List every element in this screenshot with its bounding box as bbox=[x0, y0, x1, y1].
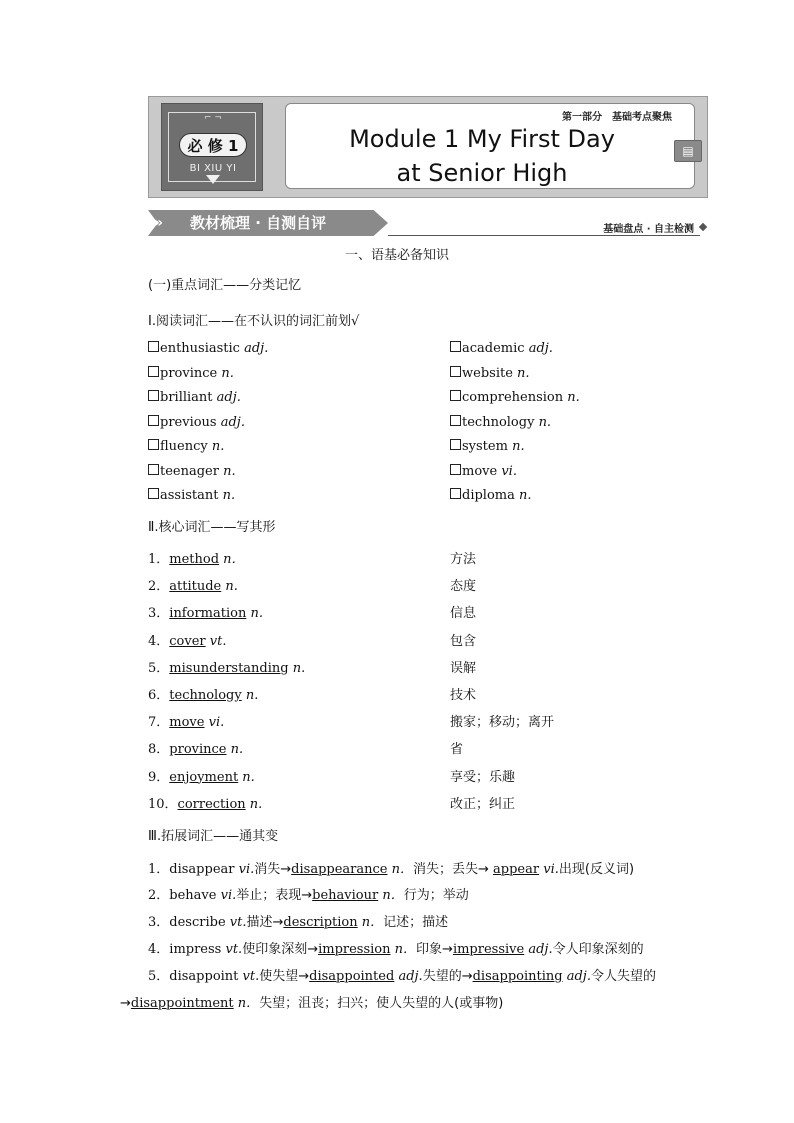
checkbox[interactable] bbox=[450, 341, 461, 352]
vocab-word: teenager bbox=[160, 463, 224, 479]
checkbox[interactable] bbox=[148, 366, 159, 377]
checkbox[interactable] bbox=[148, 390, 159, 401]
double-chevron-icon: » bbox=[154, 215, 164, 231]
derived-word-2: impressive bbox=[452, 942, 525, 957]
vocab-pos: n. bbox=[519, 488, 532, 503]
derived-word-2: disappointing bbox=[472, 969, 563, 984]
derivation-row bbox=[148, 858, 634, 877]
core-vocab-row bbox=[148, 711, 224, 730]
checkbox[interactable] bbox=[450, 415, 461, 426]
base-meaning: 举止；表现→ bbox=[236, 888, 313, 903]
item-number: 5． bbox=[148, 969, 170, 984]
vocab-word: assistant bbox=[160, 488, 223, 503]
answer-word: information bbox=[169, 606, 247, 622]
vocab-pos: n. bbox=[512, 439, 525, 454]
derived-meaning-2: 出现(反义词) bbox=[558, 862, 635, 877]
checkbox[interactable] bbox=[148, 464, 159, 475]
base-word: impress bbox=[169, 942, 226, 957]
section-strip bbox=[148, 208, 708, 238]
section-heading: 一、语基必备知识 bbox=[344, 248, 449, 263]
meaning: 包含 bbox=[450, 633, 477, 649]
checkbox[interactable] bbox=[148, 341, 159, 352]
vocab-pos: n. bbox=[223, 463, 236, 479]
derived-pos-2: adj. bbox=[562, 969, 591, 984]
section-label: 第一部分 基础考点聚焦 bbox=[562, 112, 672, 123]
arrow: → bbox=[120, 996, 131, 1011]
item-number: 1． bbox=[148, 552, 170, 567]
part2-heading: Ⅱ.核心词汇——写其形 bbox=[148, 520, 276, 535]
vocab-word: fluency bbox=[160, 439, 212, 454]
item-number: 10． bbox=[148, 796, 178, 812]
derived-meaning: 消失；丢失→ bbox=[413, 862, 494, 877]
checkbox[interactable] bbox=[450, 366, 461, 377]
vocab-word: website bbox=[462, 365, 518, 381]
vocab-item bbox=[450, 366, 530, 381]
vocab-word: comprehension bbox=[462, 390, 568, 405]
answer-word: move bbox=[169, 715, 205, 731]
vocab-pos: vi. bbox=[501, 463, 517, 479]
vocab-pos: adj. bbox=[220, 414, 245, 430]
checkbox[interactable] bbox=[450, 439, 461, 450]
meaning: 改正；纠正 bbox=[450, 796, 516, 812]
base-pos: vt. bbox=[225, 942, 243, 957]
derived-word: disappearance bbox=[291, 862, 388, 877]
base-meaning: 描述→ bbox=[246, 915, 284, 930]
checkbox[interactable] bbox=[148, 488, 159, 499]
core-vocab-row bbox=[148, 684, 258, 703]
vocab-item bbox=[148, 439, 224, 454]
derived-pos-2: vi. bbox=[539, 862, 559, 877]
module-title-line1: Module 1 My First Day bbox=[349, 125, 615, 153]
core-vocab-row bbox=[148, 657, 305, 676]
diamond-icon bbox=[699, 223, 707, 231]
vocab-pos: n. bbox=[517, 365, 530, 381]
meaning: 搬家；移动；离开 bbox=[450, 715, 555, 731]
answer-pos: n. bbox=[288, 660, 306, 676]
answer-word: technology bbox=[169, 688, 242, 703]
item-number: 1． bbox=[148, 862, 170, 877]
vocab-item bbox=[148, 390, 241, 405]
vocab-word: previous bbox=[160, 414, 221, 430]
answer-pos: vt. bbox=[205, 633, 227, 649]
vocab-item bbox=[450, 488, 532, 503]
derived-word: impression bbox=[318, 942, 391, 957]
derived-word-3: disappointment bbox=[130, 996, 234, 1011]
title-box bbox=[285, 103, 695, 189]
base-pos: vt. bbox=[229, 915, 247, 930]
core-vocab-row bbox=[148, 630, 226, 649]
vocab-item bbox=[148, 464, 236, 479]
badge-arrows-decoration: ⌐ ¬ bbox=[204, 113, 222, 123]
answer-pos: n. bbox=[221, 579, 238, 595]
base-meaning: 使失望→ bbox=[259, 969, 310, 984]
meaning: 态度 bbox=[450, 579, 477, 595]
derived-pos: adj. bbox=[394, 969, 423, 984]
vocab-item bbox=[148, 488, 235, 503]
derivation-row bbox=[148, 965, 656, 984]
vocab-pos: adj. bbox=[244, 341, 269, 356]
derived-meaning-3: 失望；沮丧；扫兴；使人失望的人(或事物) bbox=[259, 996, 504, 1011]
derived-meaning-2: 令人失望的 bbox=[590, 969, 656, 984]
vocab-pos: n. bbox=[222, 488, 236, 503]
item-number: 3． bbox=[148, 606, 170, 622]
vocab-item bbox=[450, 439, 525, 454]
part1-heading: Ⅰ.阅读词汇——在不认识的词汇前划√ bbox=[148, 314, 360, 329]
derived-pos-2: adj. bbox=[524, 942, 553, 957]
base-pos: vt. bbox=[242, 969, 260, 984]
derived-meaning: 失望的→ bbox=[422, 969, 473, 984]
base-meaning: 消失→ bbox=[254, 862, 292, 877]
derived-word: disappointed bbox=[309, 969, 395, 984]
vocab-word: system bbox=[462, 439, 513, 454]
vocab-item bbox=[450, 415, 551, 430]
vocab-word: academic bbox=[462, 341, 529, 356]
derivation-row bbox=[148, 938, 644, 957]
meaning: 方法 bbox=[450, 552, 477, 567]
vocab-item bbox=[450, 390, 580, 405]
answer-pos: n. bbox=[238, 769, 255, 785]
answer-word: enjoyment bbox=[169, 769, 239, 785]
meaning: 误解 bbox=[450, 660, 477, 676]
vocab-word: diploma bbox=[462, 488, 519, 503]
book-icon: ▤ bbox=[674, 140, 702, 162]
derived-meaning: 行为；举动 bbox=[403, 888, 469, 903]
derived-pos: n． bbox=[387, 862, 413, 877]
badge-pinyin: BI XIU YI bbox=[189, 163, 237, 174]
core-vocab-row bbox=[148, 793, 262, 812]
core-vocab-row bbox=[148, 602, 263, 621]
subsection-heading: (一)重点词汇——分类记忆 bbox=[148, 278, 302, 293]
core-vocab-row bbox=[148, 738, 243, 757]
module-badge bbox=[161, 103, 263, 191]
vocab-word: enthusiastic bbox=[160, 341, 245, 356]
base-word: behave bbox=[169, 888, 221, 903]
checkbox[interactable] bbox=[148, 415, 159, 426]
derived-meaning: 印象→ bbox=[416, 942, 453, 957]
vocab-item bbox=[148, 415, 245, 430]
base-pos: vi. bbox=[238, 862, 255, 877]
derived-pos: n． bbox=[378, 888, 404, 903]
base-meaning: 使印象深刻→ bbox=[242, 942, 319, 957]
vocab-pos: n. bbox=[538, 414, 552, 430]
vocab-pos: n. bbox=[567, 390, 580, 405]
badge-title: 必 修 1 bbox=[179, 133, 247, 157]
item-number: 2． bbox=[148, 579, 170, 595]
base-pos: vi. bbox=[220, 888, 237, 903]
answer-word: province bbox=[169, 742, 227, 758]
item-number: 8． bbox=[148, 742, 170, 758]
answer-word: correction bbox=[177, 796, 246, 812]
answer-word: cover bbox=[169, 633, 206, 649]
derived-word-2: appear bbox=[493, 862, 540, 877]
vocab-word: province bbox=[160, 365, 222, 381]
checkbox[interactable] bbox=[148, 439, 159, 450]
item-number: 4． bbox=[148, 942, 170, 957]
vocab-word: technology bbox=[462, 414, 539, 430]
vocab-pos: n. bbox=[221, 365, 234, 381]
derived-meaning-2: 令人印象深刻的 bbox=[552, 942, 644, 957]
answer-pos: n. bbox=[246, 606, 263, 622]
meaning: 技术 bbox=[450, 688, 477, 703]
answer-word: method bbox=[169, 552, 220, 567]
vocab-pos: n. bbox=[211, 439, 225, 454]
meaning: 享受；乐趣 bbox=[450, 769, 516, 785]
vocab-item bbox=[148, 341, 268, 356]
answer-word: misunderstanding bbox=[169, 660, 289, 676]
item-number: 6． bbox=[148, 688, 170, 703]
vocab-pos: adj. bbox=[528, 341, 553, 356]
meaning: 信息 bbox=[450, 606, 477, 622]
core-vocab-row bbox=[148, 766, 255, 785]
item-number: 2． bbox=[148, 888, 170, 903]
meaning: 省 bbox=[450, 742, 464, 758]
vocab-item bbox=[148, 366, 234, 381]
strip-divider bbox=[388, 235, 700, 236]
derived-pos: n． bbox=[390, 942, 417, 957]
derived-pos: n． bbox=[357, 915, 384, 930]
vocab-item bbox=[450, 464, 517, 479]
strip-right-label: 基础盘点 · 自主检测 bbox=[603, 224, 694, 235]
derivation-row bbox=[148, 884, 469, 903]
derived-pos-3: n． bbox=[233, 996, 260, 1011]
answer-pos: n． bbox=[219, 552, 245, 567]
derived-meaning: 记述；描述 bbox=[383, 915, 449, 930]
item-number: 3． bbox=[148, 915, 170, 930]
core-vocab-row bbox=[148, 575, 238, 594]
item-number: 5． bbox=[148, 660, 170, 676]
answer-pos: n. bbox=[245, 796, 263, 812]
derived-word: behaviour bbox=[312, 888, 379, 903]
header-banner bbox=[148, 96, 708, 198]
answer-pos: n. bbox=[226, 742, 244, 758]
item-number: 9． bbox=[148, 769, 170, 785]
strip-title: 教材梳理 · 自测自评 bbox=[190, 214, 327, 232]
base-word: disappear bbox=[169, 862, 239, 877]
module-title-line2: at Senior High bbox=[396, 159, 568, 187]
vocab-word: move bbox=[462, 463, 502, 479]
module-title bbox=[286, 122, 678, 190]
triangle-down-icon bbox=[206, 175, 220, 184]
base-word: disappoint bbox=[169, 969, 243, 984]
base-word: describe bbox=[169, 915, 230, 930]
derivation-row bbox=[148, 911, 448, 930]
derived-word: description bbox=[283, 915, 358, 930]
vocab-word: brilliant bbox=[160, 390, 217, 405]
checkbox[interactable] bbox=[450, 390, 461, 401]
answer-pos: n. bbox=[241, 688, 259, 703]
checkbox[interactable] bbox=[450, 488, 461, 499]
checkbox[interactable] bbox=[450, 464, 461, 475]
answer-word: attitude bbox=[169, 579, 222, 595]
vocab-pos: adj. bbox=[216, 390, 241, 405]
answer-pos: vi. bbox=[204, 715, 225, 731]
item-number: 7． bbox=[148, 715, 170, 731]
part3-heading: Ⅲ.拓展词汇——通其变 bbox=[148, 829, 279, 844]
derivation-row-continued bbox=[120, 992, 503, 1011]
core-vocab-row bbox=[148, 548, 245, 567]
vocab-item bbox=[450, 341, 553, 356]
item-number: 4． bbox=[148, 633, 170, 649]
